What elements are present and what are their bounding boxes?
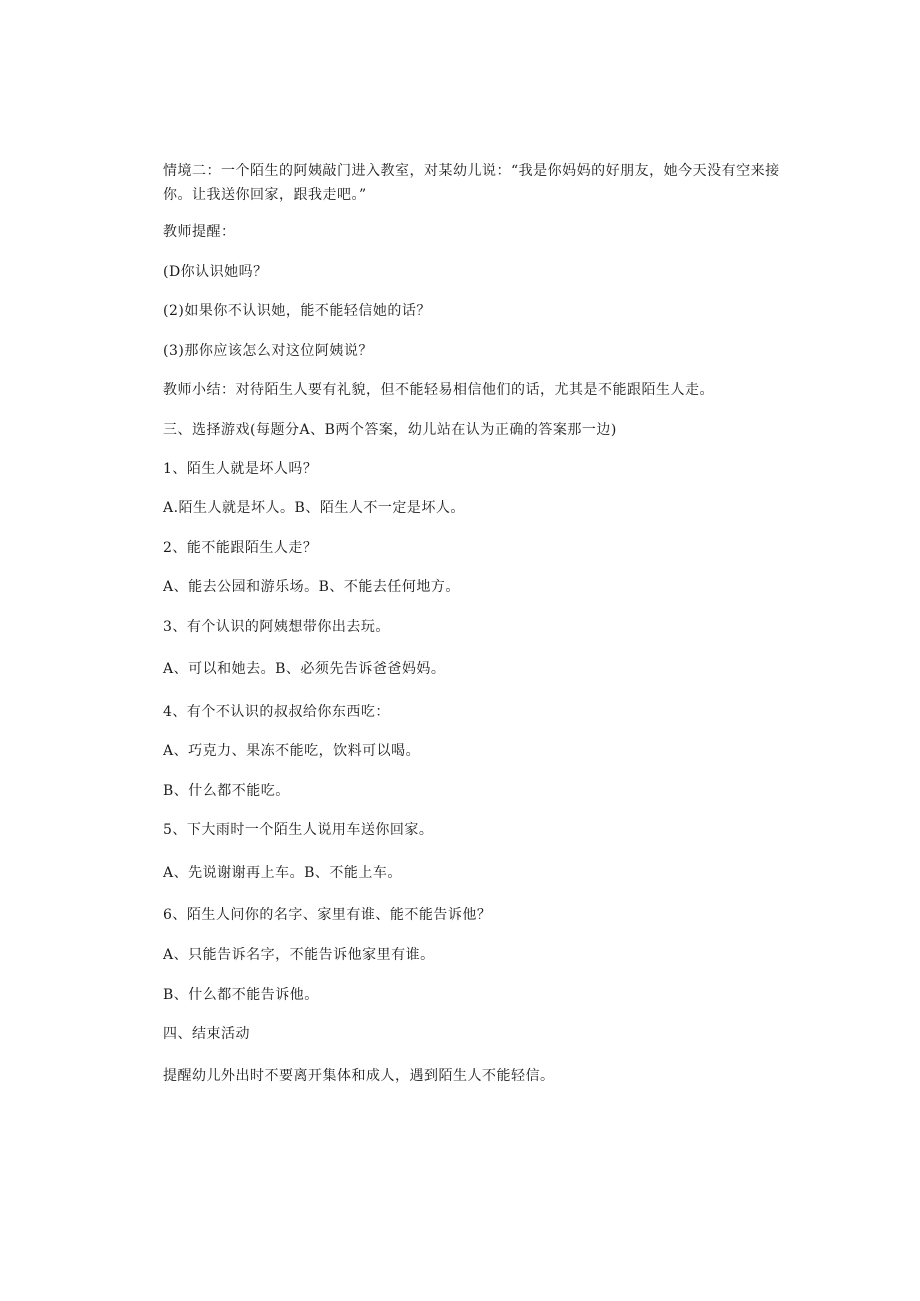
question-2-answers: A、能去公园和游乐场。B、不能去任何地方。	[163, 579, 460, 595]
question-5-answers: A、先说谢谢再上车。B、不能上车。	[163, 865, 402, 881]
question-6-answer-a: A、只能告诉名字，不能告诉他家里有谁。	[163, 947, 435, 963]
teacher-reminder-heading: 教师提醒：	[163, 224, 236, 240]
question-2: 2、能不能跟陌生人走？	[163, 540, 318, 556]
question-4-answer-b: B、什么都不能吃。	[163, 783, 290, 799]
reminder-question-1: (D你认识她吗？	[163, 264, 268, 280]
question-6: 6、陌生人问你的名字、家里有谁、能不能告诉他？	[163, 907, 492, 923]
reminder-question-2: (2)如果你不认识她，能不能轻信她的话？	[163, 303, 431, 319]
question-1-answers: A.陌生人就是坏人。B、陌生人不一定是坏人。	[163, 500, 465, 516]
question-3: 3、有个认识的阿姨想带你出去玩。	[163, 619, 390, 635]
closing-reminder: 提醒幼儿外出时不要离开集体和成人，遇到陌生人不能轻信。	[163, 1068, 555, 1084]
question-4-answer-a: A、巧克力、果冻不能吃，饮料可以喝。	[163, 743, 421, 759]
question-3-answers: A、可以和她去。B、必须先告诉爸爸妈妈。	[163, 661, 446, 677]
scenario-two-paragraph: 情境二：一个陌生的阿姨敲门进入教室，对某幼儿说：“我是你妈妈的好朋友，她今天没有空来接你。让我送你回家，跟我走吧。”	[163, 163, 780, 203]
teacher-summary: 教师小结：对待陌生人要有礼貌，但不能轻易相信他们的话，尤其是不能跟陌生人走。	[163, 382, 714, 398]
reminder-question-3: (3)那你应该怎么对这位阿姨说？	[163, 343, 373, 359]
section-four-heading: 四、结束活动	[163, 1026, 250, 1042]
question-6-answer-b: B、什么都不能告诉他。	[163, 987, 319, 1003]
question-1: 1、陌生人就是坏人吗？	[163, 461, 318, 477]
question-4: 4、有个不认识的叔叔给你东西吃：	[163, 704, 390, 720]
question-5: 5、下大雨时一个陌生人说用车送你回家。	[163, 822, 434, 838]
section-three-heading: 三、选择游戏(每题分A、B两个答案，幼儿站在认为正确的答案那一边)	[163, 422, 617, 438]
